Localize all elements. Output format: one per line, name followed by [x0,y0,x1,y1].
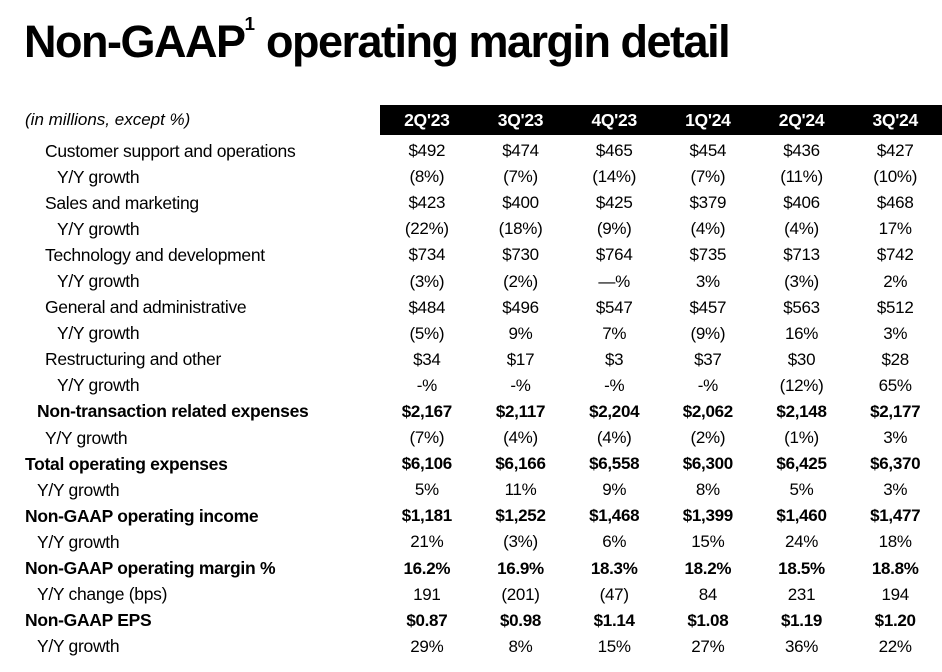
cell-value: 16.2% [403,558,451,578]
cell-value: 8% [695,480,720,500]
table-row [24,399,942,425]
row-label: Technology and development [45,244,265,265]
cell-value: 36% [784,636,819,656]
table-row [24,529,942,555]
cell-value: $764 [595,245,633,265]
cell-value: $37 [694,349,722,369]
cell-value: $2,148 [776,401,827,421]
cell-value: $379 [689,193,727,213]
table-row [24,425,942,451]
row-label: Non-GAAP operating margin % [25,558,276,579]
cell-value: 21% [410,532,444,552]
table-row [24,216,942,242]
cell-value: (7%) [503,167,538,187]
cell-value: -% [604,375,625,395]
cell-value: $465 [595,141,633,161]
cell-value: 2% [883,271,908,291]
cell-value: 3% [883,428,908,448]
cell-value: $1,181 [401,506,452,526]
title-rest: operating margin detail [255,16,730,67]
cell-value: $2,167 [401,401,452,421]
cell-value: 194 [881,584,909,604]
cell-value: 3% [883,323,908,343]
column-header: 2Q'23 [404,109,450,130]
cell-value: $730 [502,245,539,265]
cell-value: 3% [695,271,720,291]
table-row [24,347,942,373]
cell-value: 3% [883,480,908,500]
quarter-header-bar [380,105,942,135]
cell-value: $457 [689,297,727,317]
cell-value: $1,252 [495,506,546,526]
cell-value: -% [697,375,718,395]
row-label: Restructuring and other [45,349,221,370]
cell-value: -% [510,375,531,395]
cell-value: $1.19 [781,610,823,630]
cell-value: (3%) [784,271,819,291]
cell-value: (18%) [498,219,543,239]
cell-value: $425 [595,193,633,213]
table-row [24,503,942,529]
table-row [24,242,942,268]
cell-value: $6,166 [495,454,546,474]
cell-value: 18.5% [778,558,825,578]
cell-value: $28 [881,349,909,369]
row-label: Non-transaction related expenses [37,401,309,422]
table-row [24,451,942,477]
cell-value: $468 [876,193,914,213]
cell-value: $1,477 [870,506,921,526]
row-label: Y/Y growth [37,479,120,500]
cell-value: 9% [508,323,533,343]
cell-value: $474 [502,141,539,161]
cell-value: 5% [789,480,814,500]
cell-value: (4%) [596,428,632,448]
table-row [24,295,942,321]
cell-value: 231 [787,584,816,604]
table-body [24,138,942,660]
cell-value: $1,460 [776,506,827,526]
cell-value: $6,425 [776,454,827,474]
cell-value: (11%) [780,167,823,187]
table-row [24,190,942,216]
cell-value: 7% [602,323,627,343]
table-row [24,582,942,608]
column-header: 3Q'24 [872,109,918,130]
cell-value: $2,062 [682,401,733,421]
cell-value: $6,300 [682,454,733,474]
table-row [24,138,942,164]
cell-value: -% [416,375,437,395]
cell-value: (47) [599,584,629,604]
row-label: Y/Y growth [57,271,140,292]
cell-value: $2,177 [870,401,921,421]
cell-value: $406 [783,193,820,213]
cell-value: (22%) [404,219,449,239]
column-header: 2Q'24 [778,109,825,130]
unit-label: (in millions, except %) [25,110,191,129]
cell-value: $734 [408,245,446,265]
cell-value: 191 [413,584,441,604]
cell-value: 27% [691,636,725,656]
cell-value: $2,204 [589,401,640,421]
cell-value: $496 [502,297,539,317]
cell-value: $1.20 [874,610,916,630]
row-label: Y/Y growth [45,427,128,448]
table-row [24,477,942,503]
cell-value: $6,558 [589,454,640,474]
cell-value: $3 [605,349,624,369]
row-label: Total operating expenses [25,453,228,474]
cell-value: (2%) [503,271,538,291]
cell-value: 16% [784,323,819,343]
cell-value: (2%) [690,428,726,448]
cell-value: 6% [602,532,627,552]
cell-value: (201) [501,584,540,604]
cell-value: 18.8% [871,558,919,578]
title-footnote-marker: 1 [244,14,255,35]
cell-value: $742 [876,245,914,265]
cell-value: 29% [410,636,444,656]
table-row [24,634,942,660]
cell-value: (3%) [409,271,445,291]
cell-value: $2,117 [495,401,546,421]
cell-value: (9%) [596,219,632,239]
cell-value: $563 [783,297,820,317]
table-header-row [24,105,942,135]
cell-value: $1,468 [589,506,640,526]
cell-value: $1,399 [682,506,733,526]
cell-value: 24% [784,532,819,552]
cell-value: $17 [506,349,535,369]
cell-value: (5%) [409,323,445,343]
cell-value: $30 [787,349,816,369]
cell-value: (8%) [409,167,445,187]
cell-value: $713 [783,245,820,265]
table-row [24,373,942,399]
cell-value: (10%) [873,167,918,187]
cell-value: 17% [878,219,912,239]
cell-value: 18.3% [590,558,638,578]
cell-value: $6,106 [401,454,452,474]
cell-value: 15% [597,636,631,656]
title-main: Non-GAAP [24,16,245,67]
cell-value: (3%) [503,532,538,552]
cell-value: $735 [689,245,727,265]
cell-value: 18% [878,532,912,552]
row-label: Y/Y growth [57,375,140,396]
cell-value: 9% [602,480,627,500]
cell-value: (1%) [784,428,819,448]
cell-value: (4%) [503,428,538,448]
column-header: 3Q'23 [497,109,544,130]
cell-value: (7%) [409,428,445,448]
column-header: 4Q'23 [591,109,637,130]
row-label: Non-GAAP operating income [25,505,259,526]
row-label: Y/Y growth [37,531,120,552]
row-label: Sales and marketing [45,192,199,213]
cell-value: (12%) [779,375,824,395]
cell-value: 8% [508,636,533,656]
cell-value: $427 [876,141,914,161]
cell-value: (14%) [592,167,637,187]
cell-value: (9%) [690,323,726,343]
row-label: General and administrative [45,297,247,318]
cell-value: $34 [413,349,441,369]
cell-value: $512 [876,297,914,317]
row-label: Y/Y change (bps) [37,584,168,605]
cell-value: 22% [878,636,912,656]
cell-value: —% [598,271,630,291]
cell-value: (4%) [784,219,819,239]
column-header: 1Q'24 [685,109,731,130]
cell-value: $400 [502,193,539,213]
table-row [24,321,942,347]
row-label: Y/Y growth [57,218,140,239]
row-label: Y/Y growth [37,636,120,657]
row-label: Non-GAAP EPS [25,610,152,631]
cell-value: 15% [691,532,725,552]
cell-value: 18.2% [684,558,732,578]
cell-value: $484 [408,297,446,317]
cell-value: $423 [408,193,446,213]
table-row [24,556,942,582]
cell-value: 5% [414,480,439,500]
cell-value: 84 [698,584,717,604]
row-label: Y/Y growth [57,166,140,187]
cell-value: 11% [504,480,537,500]
cell-value: 65% [878,375,912,395]
cell-value: $0.87 [406,610,448,630]
cell-value: 16.9% [497,558,544,578]
cell-value: $492 [408,141,446,161]
cell-value: $547 [595,297,633,317]
row-label: Y/Y growth [57,323,140,344]
page-title [24,16,729,68]
cell-value: $454 [689,141,727,161]
table-row [24,268,942,294]
cell-value: (7%) [690,167,726,187]
operating-margin-table [24,105,942,660]
cell-value: $436 [783,141,820,161]
table-row [24,608,942,634]
cell-value: $6,370 [870,454,921,474]
cell-value: $0.98 [499,610,542,630]
row-label: Customer support and operations [45,140,296,161]
cell-value: $1.08 [687,610,729,630]
cell-value: $1.14 [593,610,635,630]
cell-value: (4%) [690,219,726,239]
table-row [24,164,942,190]
